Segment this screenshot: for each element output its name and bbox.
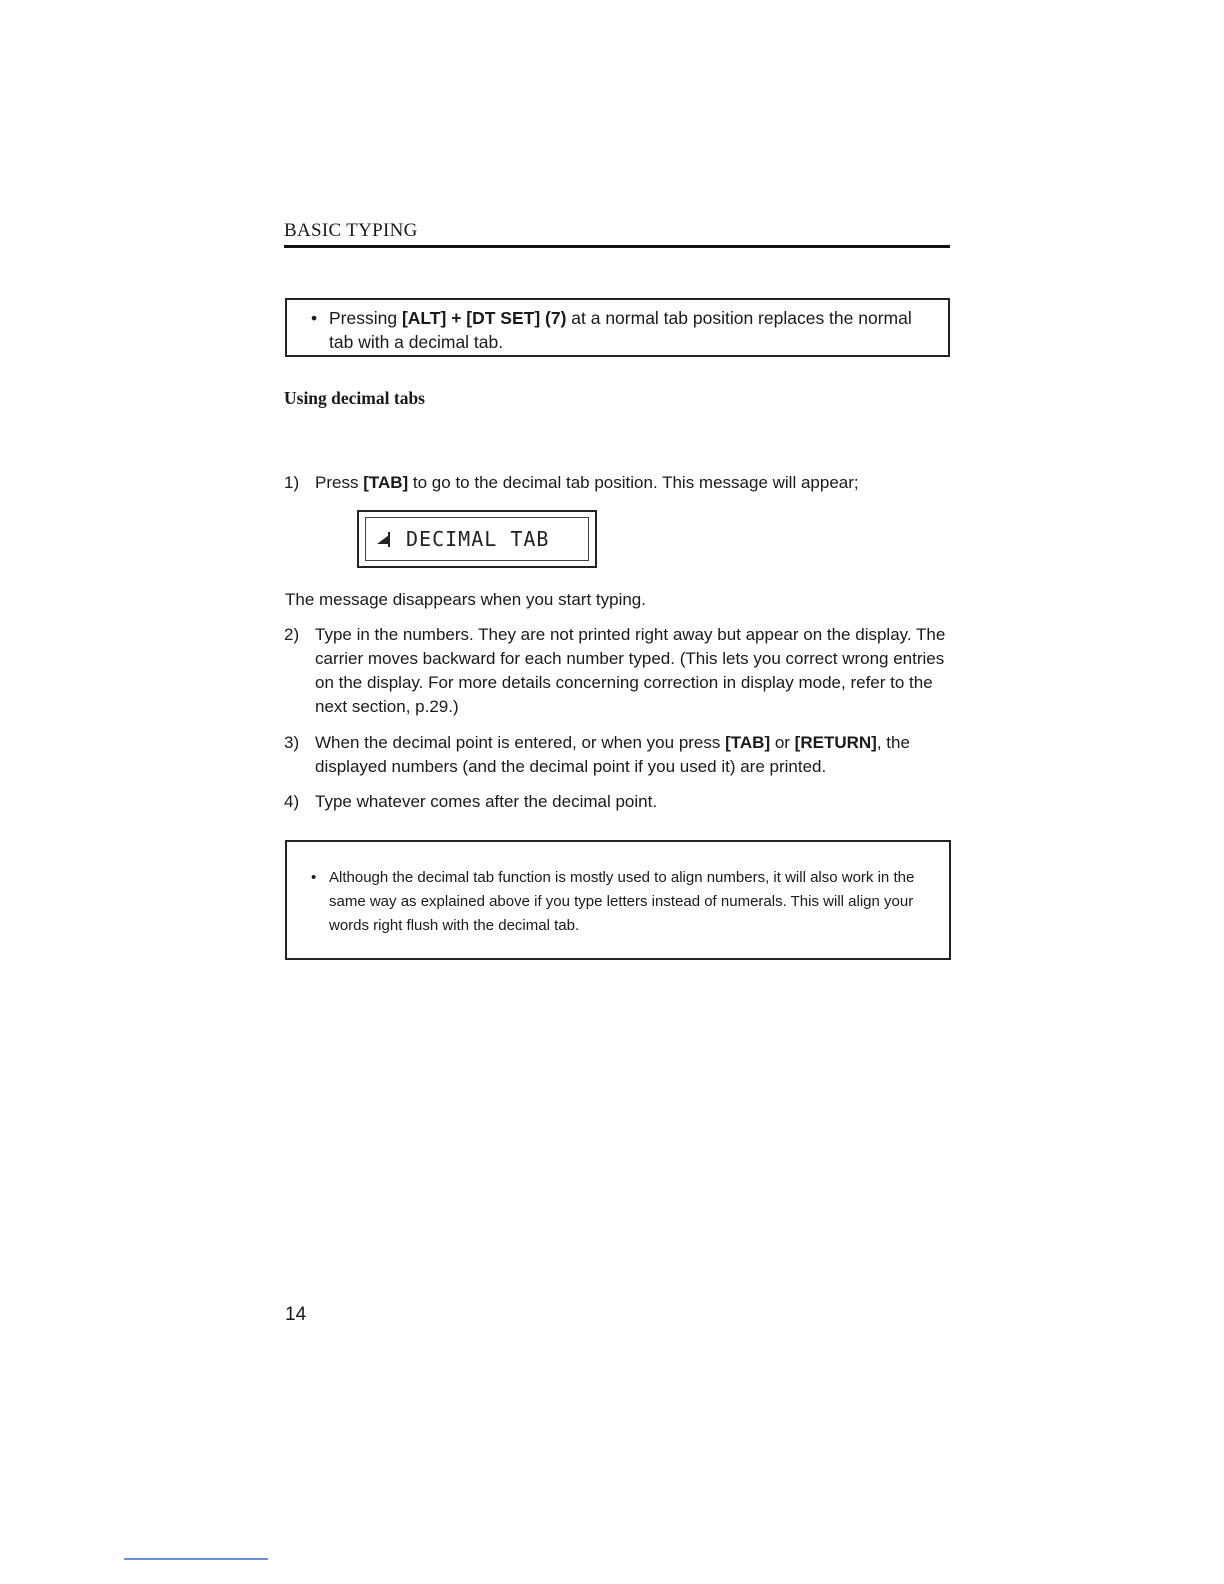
lcd-display	[357, 510, 597, 568]
decimal-tab-icon	[374, 529, 392, 549]
bullet: •	[311, 869, 317, 886]
note-top-text: Pressing [ALT] + [DT SET] (7) at a normal tab position replaces the normal tab with a decimal tab.	[329, 308, 912, 352]
step-2: 2) Type in the numbers. They are not printed right away but appear on the display. The carrier moves backward for each number typed. (This lets you correct wrong entries on the display. For more details concerning correction in display mode, refer to the next section, p.29.)	[284, 625, 946, 716]
step-1: 1) Press [TAB] to go to the decimal tab position. This message will appear;	[284, 473, 859, 492]
footer-rule	[124, 1558, 268, 1560]
header-rule	[284, 245, 950, 248]
message-disappears: The message disappears when you start typing.	[285, 590, 646, 609]
key-tab: [TAB]	[363, 473, 409, 492]
section-header: BASIC TYPING	[284, 220, 418, 241]
key-alt-dtset: [ALT] + [DT SET] (7)	[401, 308, 567, 328]
note-box-top	[285, 298, 950, 357]
step-4: 4) Type whatever comes after the decimal point.	[284, 792, 658, 811]
note-bottom-text: Although the decimal tab function is mostly used to align numbers, it will also work in the same way as explained above if you type letters instead of numerals. This will align your words right flush with the decimal tab.	[329, 869, 915, 934]
bullet: •	[311, 308, 318, 328]
key-tab: [TAB]	[725, 733, 771, 752]
lcd-message: DECIMAL TAB	[406, 527, 550, 551]
step-3: 3) When the decimal point is entered, or when you press [TAB] or [RETURN], the displayed numbers (and the decimal point if you used it) are printed.	[284, 733, 910, 776]
note-box-bottom	[285, 840, 951, 960]
subheading-decimal-tabs: Using decimal tabs	[284, 388, 425, 408]
page-number: 14	[285, 1304, 307, 1325]
key-return: [RETURN]	[794, 733, 877, 752]
